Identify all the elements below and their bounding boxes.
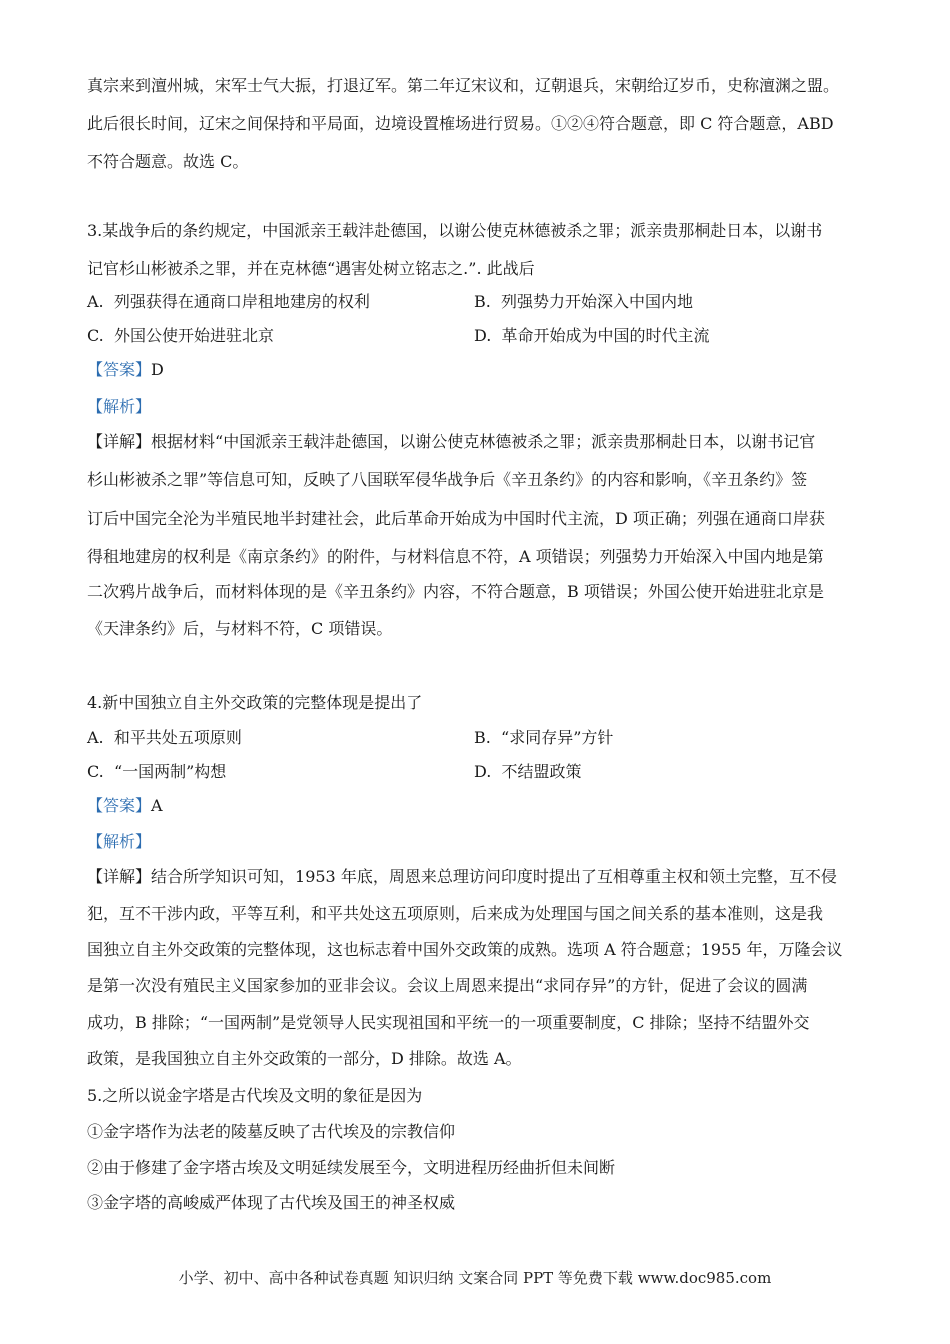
option-letter: B. bbox=[474, 292, 491, 311]
q3-option-a bbox=[87, 292, 370, 312]
option-text: “求同存异”方针 bbox=[501, 728, 614, 747]
q5-item: ①金字塔作为法老的陵墓反映了古代埃及的宗教信仰 bbox=[87, 1122, 456, 1141]
answer-tag: 【答案】 bbox=[87, 360, 152, 379]
option-letter: C. bbox=[87, 326, 104, 345]
intro-line: 不符合题意。故选 C。 bbox=[87, 152, 249, 171]
question-5-stem: 5.之所以说金字塔是古代埃及文明的象征是因为 bbox=[87, 1086, 423, 1105]
q3-detail-line: 杉山彬被杀之罪”等信息可知，反映了八国联军侵华战争后《辛丑条约》的内容和影响，《辛丑条约》签 bbox=[87, 470, 808, 489]
answer-value: A bbox=[151, 796, 163, 815]
q5-item: ③金字塔的高峻威严体现了古代埃及国王的神圣权威 bbox=[87, 1193, 456, 1212]
q4-detail-line bbox=[87, 867, 837, 887]
intro-line: 此后很长时间，辽宋之间保持和平局面，边境设置榷场进行贸易。①②④符合题意，即 C 符合题意，ABD bbox=[87, 114, 834, 133]
option-text: 外国公使开始进驻北京 bbox=[113, 326, 274, 345]
q4-option-b bbox=[474, 728, 613, 748]
detail-tag: 【详解】 bbox=[87, 432, 152, 451]
question-4-stem: 4.新中国独立自主外交政策的完整体现是提出了 bbox=[87, 693, 423, 712]
option-text: 列强获得在通商口岸租地建房的权利 bbox=[113, 292, 370, 311]
option-letter: D. bbox=[474, 326, 492, 345]
q3-detail-line: 二次鸦片战争后，而材料体现的是《辛丑条约》内容，不符合题意，B 项错误；外国公使开始进驻北京是 bbox=[87, 582, 824, 601]
q3-detail-line: 《天津条约》后，与材料不符，C 项错误。 bbox=[87, 619, 393, 638]
q4-detail-line: 国独立自主外交政策的完整体现，这也标志着中国外交政策的成熟。选项 A 符合题意；1955 年，万隆会议 bbox=[87, 940, 843, 959]
q3-option-d bbox=[474, 326, 710, 346]
q4-detail-line: 政策，是我国独立自主外交政策的一部分，D 排除。故选 A。 bbox=[87, 1049, 522, 1068]
option-text: 和平共处五项原则 bbox=[113, 728, 242, 747]
q4-option-c bbox=[87, 762, 226, 782]
q3-detail-line: 订后中国完全沦为半殖民地半封建社会，此后革命开始成为中国时代主流，D 项正确；列强在通商口岸获 bbox=[87, 509, 825, 528]
intro-line: 真宗来到澶州城，宋军士气大振，打退辽军。第二年辽宋议和，辽朝退兵，宋朝给辽岁币，史称澶渊之盟。 bbox=[87, 76, 840, 95]
option-text: “一国两制”构想 bbox=[113, 762, 227, 781]
q4-option-a bbox=[87, 728, 242, 748]
answer-value: D bbox=[151, 360, 164, 379]
q4-detail-line: 成功，B 排除；“一国两制”是党领导人民实现祖国和平统一的一项重要制度，C 排除；坚持不结盟外交 bbox=[87, 1013, 810, 1032]
q3-answer bbox=[87, 360, 164, 380]
q4-detail-line: 是第一次没有殖民主义国家参加的亚非会议。会议上周恩来提出“求同存异”的方针，促进了会议的圆满 bbox=[87, 976, 808, 995]
detail-tag: 【详解】 bbox=[87, 867, 152, 886]
page-footer: 小学、初中、高中各种试卷真题 知识归纳 文案合同 PPT 等免费下载 www.doc985.com bbox=[178, 1269, 772, 1287]
q3-analysis-tag: 【解析】 bbox=[87, 397, 152, 416]
q4-answer bbox=[87, 796, 163, 816]
question-3-stem: 3.某战争后的条约规定，中国派亲王载沣赴德国，以谢公使克林德被杀之罪；派亲贵那桐赴日本，以谢书 bbox=[87, 221, 823, 240]
answer-tag: 【答案】 bbox=[87, 796, 152, 815]
option-text: 不结盟政策 bbox=[501, 762, 582, 781]
question-3-stem: 记官杉山彬被杀之罪，并在克林德“遇害处树立铭志之.”. 此战后 bbox=[87, 259, 535, 278]
q3-option-c bbox=[87, 326, 274, 346]
q4-analysis-tag: 【解析】 bbox=[87, 832, 152, 851]
q3-option-b bbox=[474, 292, 693, 312]
option-letter: A. bbox=[87, 292, 104, 311]
option-letter: D. bbox=[474, 762, 492, 781]
option-letter: A. bbox=[87, 728, 104, 747]
detail-text: 根据材料“中国派亲王载沣赴德国，以谢公使克林德被杀之罪；派亲贵那桐赴日本，以谢书记官 bbox=[151, 432, 816, 451]
q4-detail-line: 犯，互不干涉内政，平等互利，和平共处这五项原则，后来成为处理国与国之间关系的基本准则，这是我 bbox=[87, 904, 824, 923]
q3-detail-line: 得租地建房的权利是《南京条约》的附件，与材料信息不符，A 项错误；列强势力开始深入中国内地是第 bbox=[87, 547, 824, 566]
option-letter: B. bbox=[474, 728, 491, 747]
q3-detail-line bbox=[87, 432, 815, 452]
q4-option-d bbox=[474, 762, 582, 782]
option-text: 列强势力开始深入中国内地 bbox=[501, 292, 694, 311]
detail-text: 结合所学知识可知，1953 年底，周恩来总理访问印度时提出了互相尊重主权和领土完整，互不侵 bbox=[151, 867, 837, 886]
option-letter: C. bbox=[87, 762, 104, 781]
option-text: 革命开始成为中国的时代主流 bbox=[501, 326, 710, 345]
q5-item: ②由于修建了金字塔古埃及文明延续发展至今，文明进程历经曲折但未间断 bbox=[87, 1158, 616, 1177]
